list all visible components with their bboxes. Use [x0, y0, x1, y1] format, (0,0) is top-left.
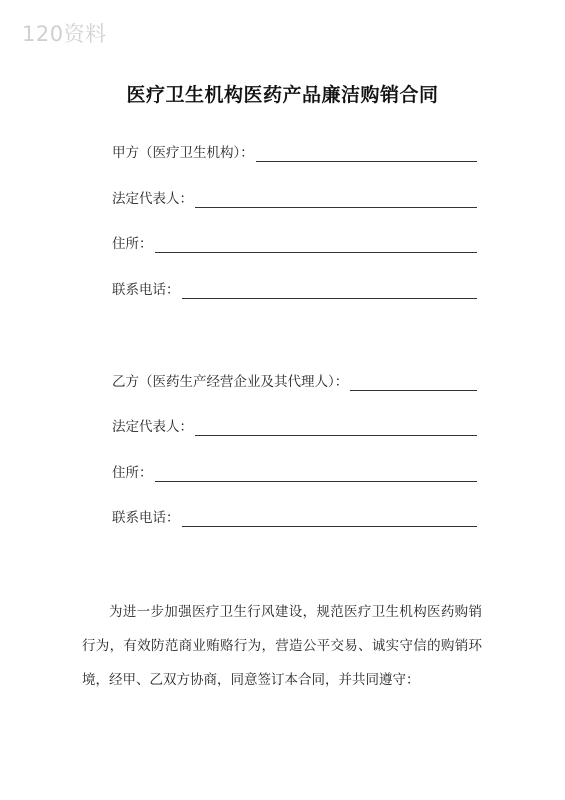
intro-paragraph: 为进一步加强医疗卫生行风建设，规范医疗卫生机构医药购销行为，有效防范商业贿赂行为，营造公平交易、诚实守信的购销环境，经甲、乙双方协商，同意签订本合同，并共同遵守： [82, 604, 482, 688]
party-a-phone-label: 联系电话： [112, 282, 180, 298]
party-b-rep-label: 法定代表人： [112, 419, 193, 435]
party-b-rep-blank[interactable] [195, 419, 477, 436]
party-a-rep-field [112, 186, 477, 208]
party-b-name-blank[interactable] [350, 374, 477, 391]
watermark: 120资料 [22, 22, 107, 46]
party-a-address-field [112, 231, 477, 253]
document-title: 医疗卫生机构医药产品廉洁购销合同 [126, 84, 439, 106]
party-b-address-blank[interactable] [155, 465, 478, 482]
party-a-address-label: 住所： [112, 236, 153, 252]
party-a-phone-blank[interactable] [182, 282, 478, 299]
party-b-name-label: 乙方（医药生产经营企业及其代理人）： [112, 374, 349, 390]
party-b-address-field [112, 460, 477, 482]
party-a-phone-field [112, 277, 477, 299]
party-a-name-field [112, 140, 477, 162]
party-b-address-label: 住所： [112, 465, 153, 481]
party-b-phone-blank[interactable] [182, 510, 478, 527]
party-a-rep-label: 法定代表人： [112, 191, 193, 207]
party-b-rep-field [112, 414, 477, 436]
party-a-rep-blank[interactable] [195, 191, 477, 208]
party-a-address-blank[interactable] [155, 236, 478, 253]
party-b-phone-field [112, 505, 477, 527]
party-b-phone-label: 联系电话： [112, 510, 180, 526]
party-b-name-field [112, 369, 477, 391]
party-a-name-label: 甲方（医疗卫生机构）： [112, 145, 254, 161]
party-a-name-blank[interactable] [256, 145, 477, 162]
